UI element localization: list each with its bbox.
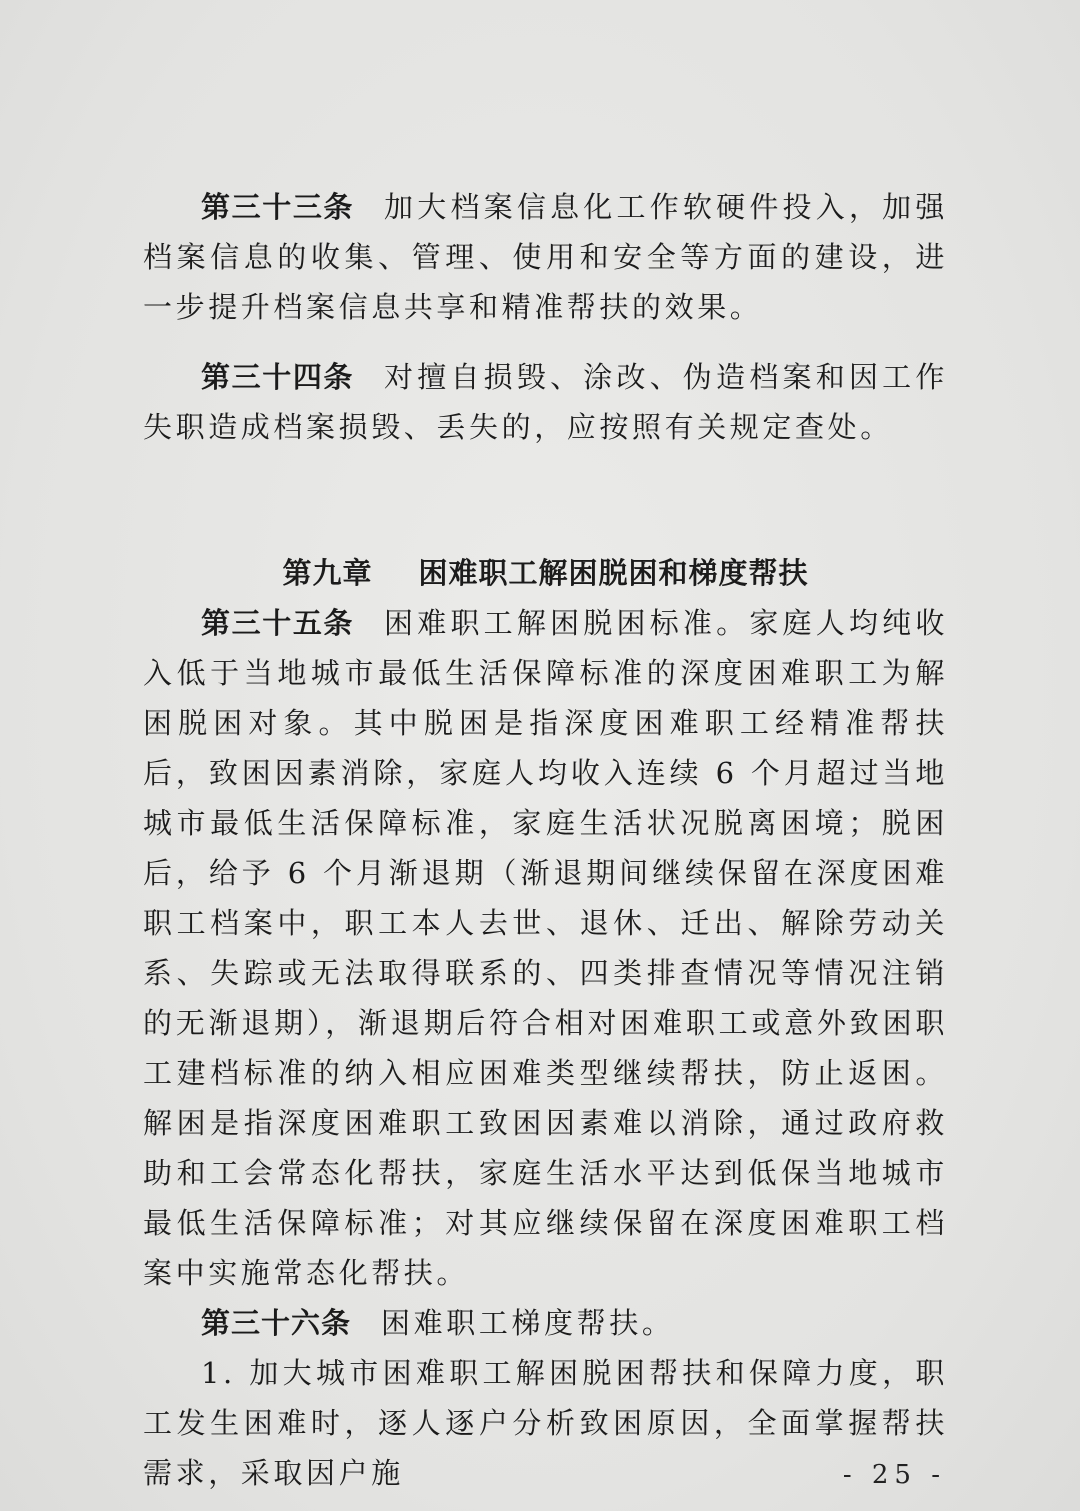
article-33 [143, 182, 948, 332]
article-33-title: 第三十三条 [201, 190, 355, 224]
chapter-title: 困难职工解困脱困和梯度帮扶 [418, 556, 809, 590]
article-35-body: 困难职工解困脱困标准。家庭人均纯收入低于当地城市最低生活保障标准的深度困难职工为解困脱困对象。其中脱困是指深度困难职工经精准帮扶后，致困因素消除，家庭人均收入连续 6 个月超过当地城市最低生活保障标准，家庭生活状况脱离困境；脱困后，给予 6 个月渐退期（渐退期间继续保留在深度困难职工档案中，职工本人去世、退休、迁出、解除劳动关系、失踪或无法取得联系的、四类排查情况等情况注销的无渐退期），渐退期后符合相对困难职工或意外致困职工建档标准的纳入相应困难类型继续帮扶，防止返困。解困是指深度困难职工致困因素难以消除，通过政府救助和工会常态化帮扶，家庭生活水平达到低保当地城市最低生活保障标准；对其应继续保留在深度困难职工档案中实施常态化帮扶。 [143, 606, 948, 1290]
article-36-body: 困难职工梯度帮扶。 [381, 1306, 675, 1340]
article-35-title: 第三十五条 [201, 606, 355, 640]
list-item-1: 1. 加大城市困难职工解困脱困帮扶和保障力度，职工发生困难时，逐人逐户分析致困原因，全面掌握帮扶需求，采取因户施 [143, 1356, 948, 1490]
article-33-body: 加大档案信息化工作软硬件投入，加强档案信息的收集、管理、使用和安全等方面的建设，进一步提升档案信息共享和精准帮扶的效果。 [143, 190, 948, 324]
article-35 [143, 598, 948, 1298]
article-36-title: 第三十六条 [201, 1306, 352, 1340]
chapter-number: 第九章 [282, 556, 373, 590]
article-34-title: 第三十四条 [201, 360, 355, 394]
chapter-heading [143, 548, 948, 598]
article-34 [143, 352, 948, 452]
page-number: - 25 - [842, 1460, 946, 1490]
article-34-body: 对擅自损毁、涂改、伪造档案和因工作失职造成档案损毁、丢失的，应按照有关规定查处。 [143, 360, 948, 444]
document-body [143, 182, 948, 1498]
article-36 [143, 1298, 948, 1348]
